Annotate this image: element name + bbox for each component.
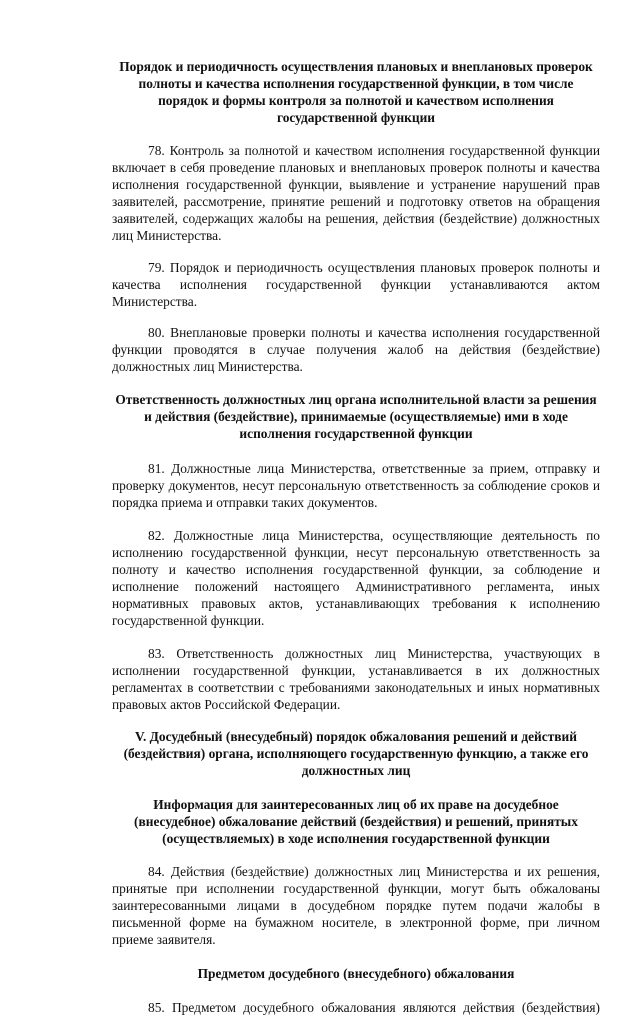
paragraph-84: 84. Действия (бездействие) должностных лиц Министерства и их решения, принятые при исполнении государственной функции, могут быть обжалованы заинтересованными лицами в досудебном порядке путем подачи жалобы в письменной форме на бумажном носителе, в электронной форме, при личном приеме заявителя. [112, 864, 600, 947]
paragraph-79: 79. Порядок и периодичность осуществления плановых проверок полноты и качества исполнения государственной функции устанавливаются актом Министерства. [112, 260, 600, 309]
paragraph-83: 83. Ответственность должностных лиц Министерства, участвующих в исполнении государственной функции, устанавливается в их должностных регламентах в соответствии с требованиями законодательных и иных нормативных правовых актов Российской Федерации. [112, 646, 600, 712]
paragraph-81: 81. Должностные лица Министерства, ответственные за прием, отправку и проверку документов, несут персональную ответственность за соблюдение сроков и порядка приема и отправки таких документов. [112, 461, 600, 510]
section-heading-appeal-subject: Предметом досудебного (внесудебного) обжалования [197, 966, 515, 981]
chapter-heading-appeal: V. Досудебный (внесудебный) порядок обжалования решений и действий (бездействия) органа, исполняющего государственную функцию, а также его должностных лиц [123, 729, 589, 778]
paragraph-85: 85. Предметом досудебного обжалования являются действия (бездействия) [148, 1000, 600, 1015]
paragraph-82: 82. Должностные лица Министерства, осуществляющие деятельность по исполнению государственной функции, несут персональную ответственность за полноту и качество исполнения государственной функции, за соблюдение и исполнение положений настоящего Административного регламента, иных нормативных правовых актов, устанавливающих требования к исполнению государственной функции. [112, 528, 600, 628]
section-heading-appeal-info: Информация для заинтересованных лиц об их праве на досудебное (внесудебное) обжалование действий (бездействия) и решений, принятых (осуществляемых) в ходе исполнения государственной функции [134, 797, 578, 846]
paragraph-80: 80. Внеплановые проверки полноты и качества исполнения государственной функции проводятся в случае получения жалоб на действия (бездействие) должностных лиц Министерства. [112, 325, 600, 374]
paragraph-78: 78. Контроль за полнотой и качеством исполнения государственной функции включает в себя проведение плановых и внеплановых проверок полноты и качества исполнения государственной функции, выявление и устранение нарушений прав заявителей, рассмотрение, принятие решений и подготовку ответов на обращения заявителей, содержащих жалобы на решения, действия (бездействие) должностных лиц Министерства. [112, 143, 600, 243]
section-heading-inspections: Порядок и периодичность осуществления плановых и внеплановых проверок полноты и качества исполнения государственной функции, в том числе порядок и формы контроля за полнотой и качеством исполнения государственной функции [119, 59, 593, 125]
section-heading-responsibility: Ответственность должностных лиц органа исполнительной власти за решения и действия (бездействие), принимаемые (осуществляемые) ими в ходе исполнения государственной функции [115, 392, 597, 441]
